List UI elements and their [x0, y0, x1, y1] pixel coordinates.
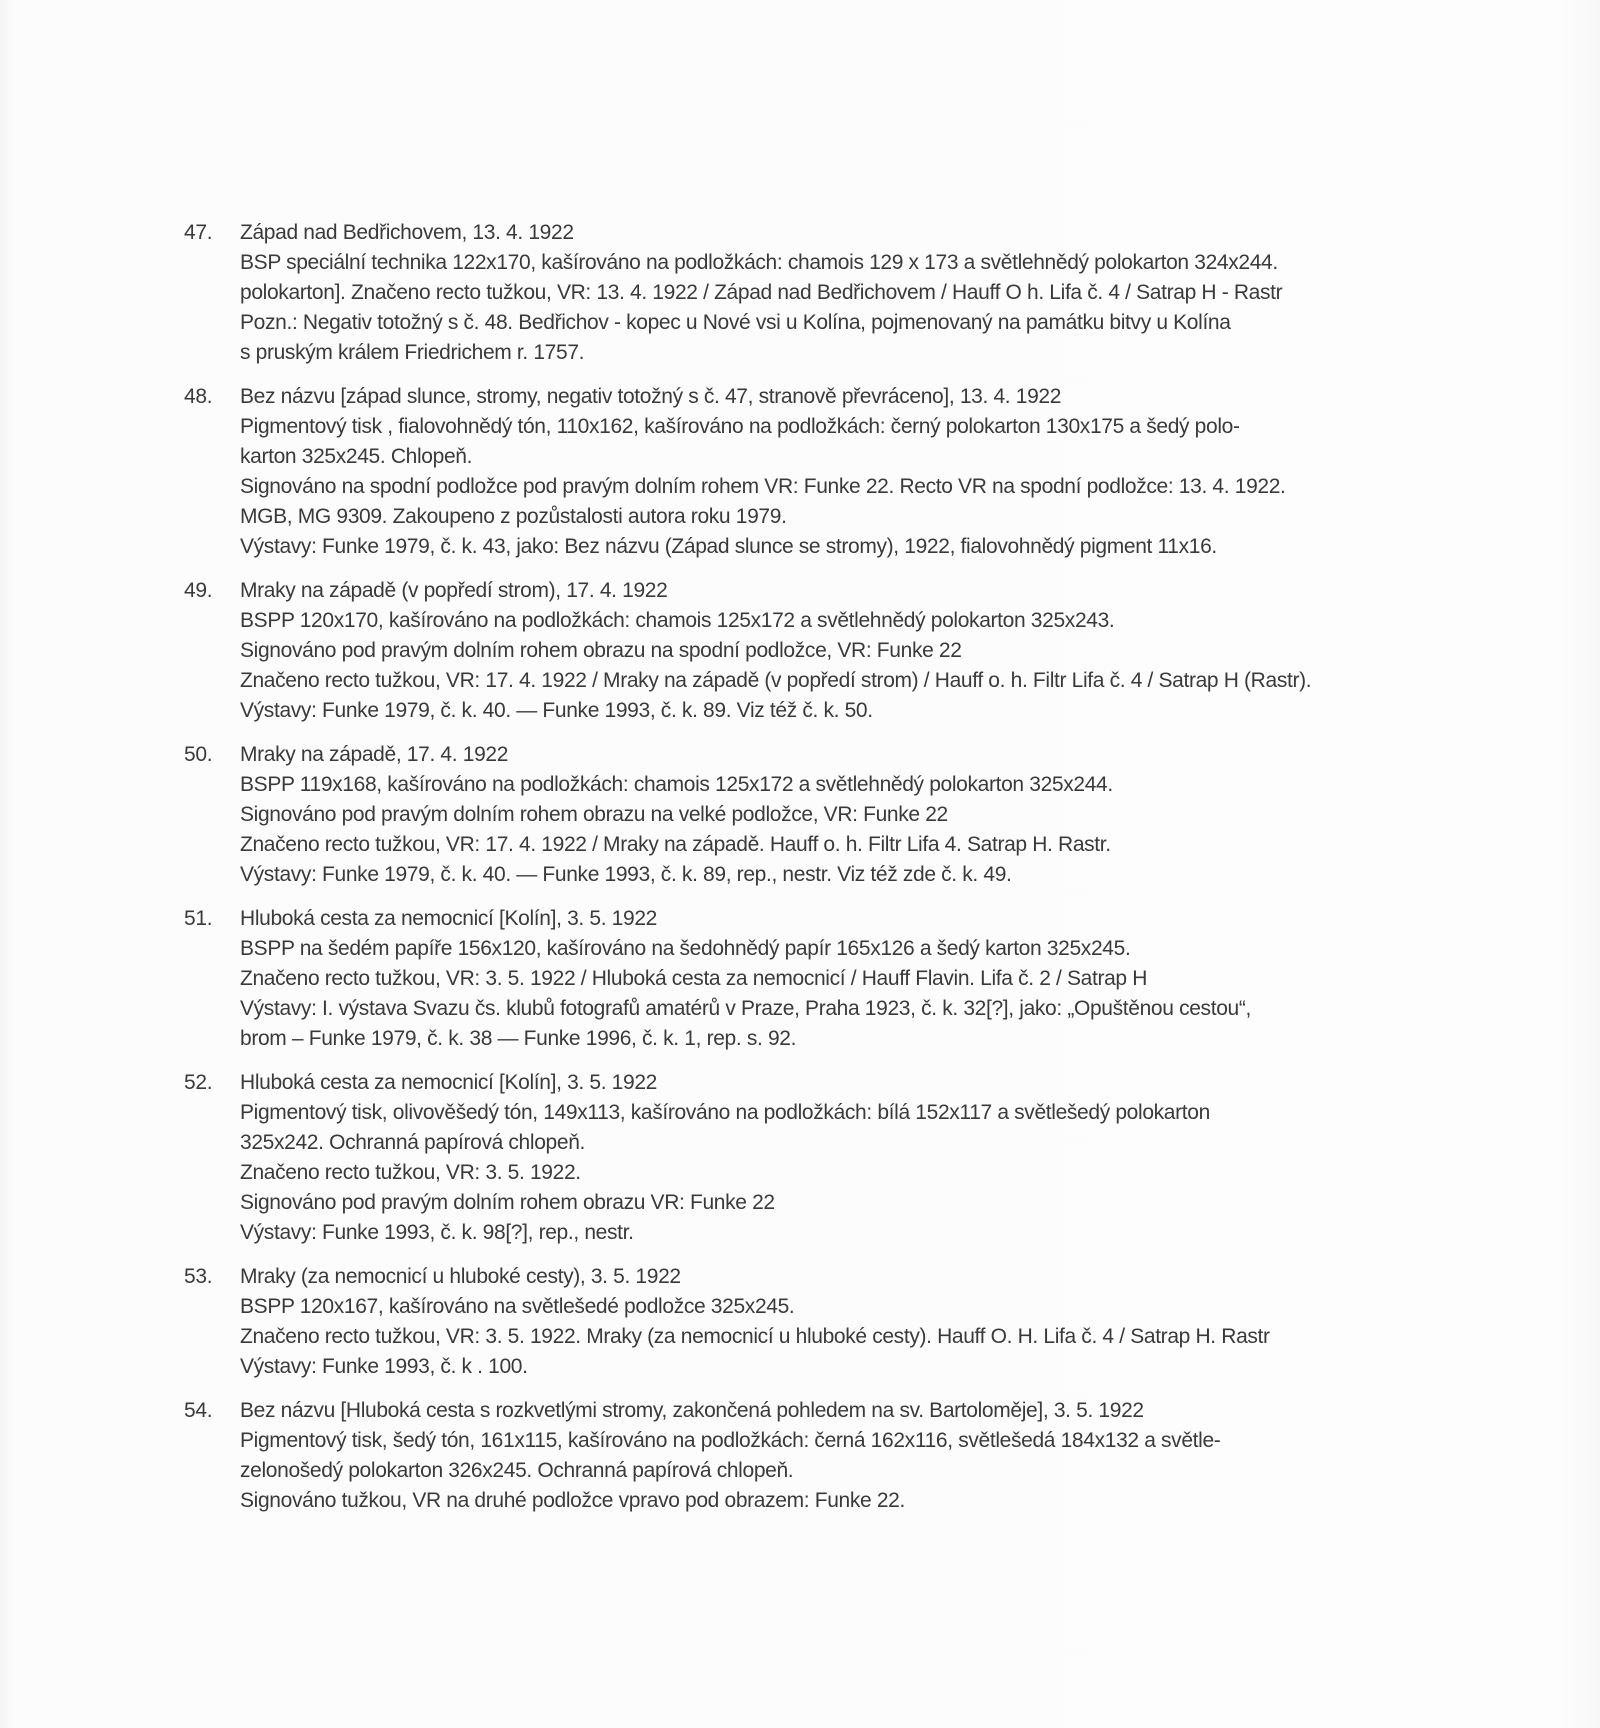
entry-text-line: BSPP 120x167, kašírováno na světlešedé podložce 325x245.	[240, 1295, 795, 1318]
entry-text-line: Signováno pod pravým dolním rohem obrazu na velké podložce, VR: Funke 22	[240, 803, 948, 826]
entry-number: 53.	[184, 1265, 213, 1288]
entry-title: Západ nad Bedřichovem, 13. 4. 1922	[240, 221, 574, 244]
entry-number: 51.	[184, 907, 213, 930]
entry-text-line: 325x242. Ochranná papírová chlopeň.	[240, 1131, 586, 1154]
entry-text-line: BSP speciální technika 122x170, kašírováno na podložkách: chamois 129 x 173 a světlehnědý polokarton 324x244.	[240, 251, 1278, 274]
entry-text-line: Výstavy: Funke 1979, č. k. 43, jako: Bez názvu (Západ slunce se stromy), 1922, fialovohnědý pigment 11x16.	[240, 535, 1217, 558]
entry-text-line: Výstavy: Funke 1979, č. k. 40. — Funke 1993, č. k. 89, rep., nestr. Viz též zde č. k. 49.	[240, 863, 1012, 886]
entry-text-line: Značeno recto tužkou, VR: 3. 5. 1922.	[240, 1161, 581, 1184]
entry-text-line: Signováno pod pravým dolním rohem obrazu VR: Funke 22	[240, 1191, 775, 1214]
entry-text-line: Pigmentový tisk, šedý tón, 161x115, kašírováno na podložkách: černá 162x116, světlešedá 184x132 a světle-	[240, 1429, 1221, 1452]
catalog-entry-52	[184, 1068, 1424, 1248]
entry-text-line: s pruským králem Friedrichem r. 1757.	[240, 341, 585, 364]
entry-text-line: Značeno recto tužkou, VR: 17. 4. 1922 / Mraky na západě (v popředí strom) / Hauff o. h. Filtr Lifa č. 4 / Satrap H (Rastr).	[240, 669, 1312, 692]
catalog-entry-48	[184, 382, 1424, 562]
catalog-entry-53	[184, 1262, 1424, 1382]
entry-number: 54.	[184, 1399, 213, 1422]
entry-text-line: Signováno pod pravým dolním rohem obrazu na spodní podložce, VR: Funke 22	[240, 639, 962, 662]
entry-title: Bez názvu [Hluboká cesta s rozkvetlými stromy, zakončená pohledem na sv. Bartoloměje], 3. 5. 1922	[240, 1399, 1144, 1422]
entry-text-line: zelonošedý polokarton 326x245. Ochranná papírová chlopeň.	[240, 1459, 794, 1482]
entry-text-line: BSPP 120x170, kašírováno na podložkách: chamois 125x172 a světlehnědý polokarton 325x243.	[240, 609, 1115, 632]
entry-number: 47.	[184, 221, 213, 244]
entry-text-line: BSPP na šedém papíře 156x120, kašírováno na šedohnědý papír 165x126 a šedý karton 325x245.	[240, 937, 1131, 960]
entry-title: Hluboká cesta za nemocnicí [Kolín], 3. 5. 1922	[240, 907, 657, 930]
entry-title: Mraky na západě, 17. 4. 1922	[240, 743, 509, 766]
entry-title: Mraky na západě (v popředí strom), 17. 4. 1922	[240, 579, 668, 602]
entry-text-line: polokarton]. Značeno recto tužkou, VR: 13. 4. 1922 / Západ nad Bedřichovem / Hauff O h. Lifa č. 4 / Satrap H - Rastr	[240, 281, 1283, 304]
catalog-entry-47	[184, 218, 1424, 368]
catalog-entry-54	[184, 1396, 1424, 1516]
entry-title: Bez názvu [západ slunce, stromy, negativ totožný s č. 47, stranově převráceno], 13. 4. 1922	[240, 385, 1062, 408]
entry-text-line: MGB, MG 9309. Zakoupeno z pozůstalosti autora roku 1979.	[240, 505, 787, 528]
entry-text-line: brom – Funke 1979, č. k. 38 — Funke 1996, č. k. 1, rep. s. 92.	[240, 1027, 797, 1050]
entry-text-line: Značeno recto tužkou, VR: 3. 5. 1922 / Hluboká cesta za nemocnicí / Hauff Flavin. Lifa č. 2 / Satrap H	[240, 967, 1148, 990]
entry-text-line: Signováno tužkou, VR na druhé podložce vpravo pod obrazem: Funke 22.	[240, 1489, 905, 1512]
entry-text-line: Značeno recto tužkou, VR: 3. 5. 1922. Mraky (za nemocnicí u hluboké cesty). Hauff O. H. Lifa č. 4 / Satrap H. Rastr	[240, 1325, 1270, 1348]
entry-text-line: karton 325x245. Chlopeň.	[240, 445, 473, 468]
entry-title: Mraky (za nemocnicí u hluboké cesty), 3. 5. 1922	[240, 1265, 681, 1288]
catalog-entry-list	[184, 218, 1424, 1530]
entry-number: 48.	[184, 385, 213, 408]
catalog-entry-51	[184, 904, 1424, 1054]
entry-text-line: Pigmentový tisk, olivověšedý tón, 149x113, kašírováno na podložkách: bílá 152x117 a světlešedý polokarton	[240, 1101, 1210, 1124]
entry-text-line: Pigmentový tisk , fialovohnědý tón, 110x162, kašírováno na podložkách: černý polokarton 130x175 a šedý polo-	[240, 415, 1240, 438]
entry-text-line: Pozn.: Negativ totožný s č. 48. Bedřichov - kopec u Nové vsi u Kolína, pojmenovaný na památku bitvy u Kolína	[240, 311, 1231, 334]
catalog-entry-49	[184, 576, 1424, 726]
entry-text-line: Výstavy: I. výstava Svazu čs. klubů fotografů amatérů v Praze, Praha 1923, č. k. 32[?], jako: „Opuštěnou cestou“,	[240, 997, 1251, 1020]
entry-text-line: Výstavy: Funke 1993, č. k . 100.	[240, 1355, 528, 1378]
entry-text-line: Výstavy: Funke 1993, č. k. 98[?], rep., nestr.	[240, 1221, 634, 1244]
entry-text-line: Výstavy: Funke 1979, č. k. 40. — Funke 1993, č. k. 89. Viz též č. k. 50.	[240, 699, 873, 722]
entry-number: 52.	[184, 1071, 213, 1094]
entry-number: 49.	[184, 579, 213, 602]
entry-text-line: Značeno recto tužkou, VR: 17. 4. 1922 / Mraky na západě. Hauff o. h. Filtr Lifa 4. Satrap H. Rastr.	[240, 833, 1111, 856]
catalog-entry-50	[184, 740, 1424, 890]
entry-text-line: Signováno na spodní podložce pod pravým dolním rohem VR: Funke 22. Recto VR na spodní podložce: 13. 4. 1922.	[240, 475, 1286, 498]
entry-title: Hluboká cesta za nemocnicí [Kolín], 3. 5. 1922	[240, 1071, 657, 1094]
entry-number: 50.	[184, 743, 213, 766]
entry-text-line: BSPP 119x168, kašírováno na podložkách: chamois 125x172 a světlehnědý polokarton 325x244.	[240, 773, 1113, 796]
